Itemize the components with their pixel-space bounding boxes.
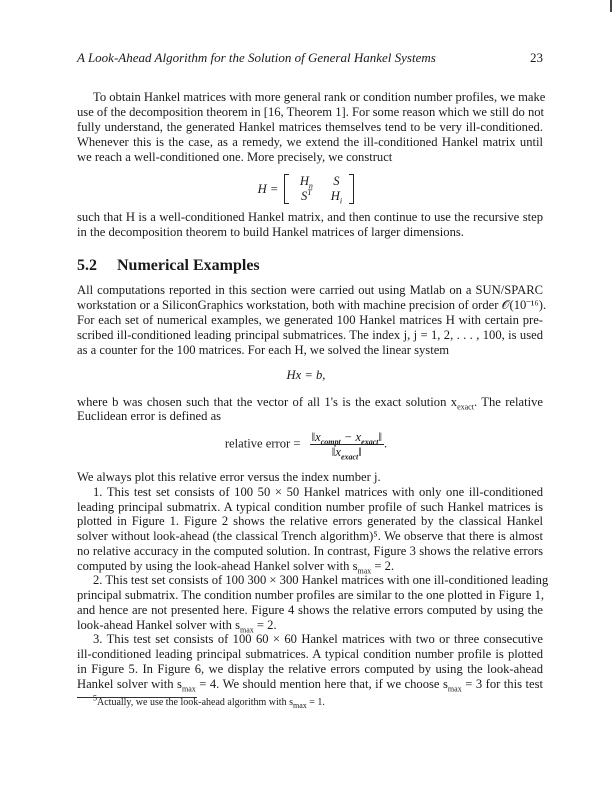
text-segment: look-ahead Hankel solver with s [77,618,240,632]
subscript: exact [361,437,379,447]
matrix-equation [0,174,612,204]
text-line: we reach a well-conditioned one. More precisely, we construct [77,150,393,164]
relative-error-equation [0,430,612,462]
text-line: use of the decomposition theorem in [16, Theorem 1]. For some reason which we still do not [77,105,545,119]
fraction [310,430,384,462]
section-number: 5.2 [77,257,97,274]
text-segment: . [384,436,388,451]
text-segment: ‖x [331,445,341,459]
running-title: A Look-Ahead Algorithm for the Solution of General Hankel Systems [77,50,436,65]
text-segment: computed by using the look-ahead Hankel solver with s [77,559,358,573]
subscript: max [181,684,196,694]
text-line: 1. This test set consists of 100 50 × 50 Hankel matrices with only one ill-conditioned [93,485,543,499]
text-line: Whenever this is the case, as a remedy, we extend the ill-conditioned Hankel matrix until [77,135,543,149]
text-segment: = 1. [306,697,325,708]
text-line: ill-conditioned leading principal submatrices. A typical condition number profile is plotted [77,647,543,661]
equation-lhs: relative error = [224,436,301,451]
footnote-mark: 5 [93,693,97,703]
text-segment: ‖ [358,445,362,459]
text-segment: = 4. We should mention here that, if we choose s [195,677,448,691]
subscript: max [239,625,254,635]
text-segment: ‖ [378,430,383,444]
subscript: n [308,181,313,191]
text-line: scribed ill-conditioned leading principal submatrices. The index j, j = 1, 2, . . . , 100, is used [77,328,543,342]
text-line: in the decomposition theorem to build Hankel matrices of larger dimensions. [77,225,464,239]
text-segment: ‖x [311,430,321,444]
text-line: solver without look-ahead (the classical Trench algorithm)⁵. We observe that there is almost [77,529,543,543]
text-segment: = 3 for this test [461,677,544,691]
linear-system-equation: Hx = b, [286,368,326,382]
text-line: 2. This test set consists of 100 300 × 300 Hankel matrices with one ill-conditioned leading [93,573,549,587]
text-line [77,676,543,692]
text-line: fully understand, the generated Hankel matrices themselves tend to be very ill-conditioned. [77,120,543,134]
text-segment: . The relative [473,395,543,409]
text-line: principal submatrix. The condition number profiles are similar to the one plotted in Figure 1, [77,588,545,602]
text-line: and hence are not presented here. Figure 4 shows the relative errors computed by using the [77,603,543,617]
text-line: To obtain Hankel matrices with more general rank or condition number profiles, we make [93,90,546,104]
text-line: leading principal submatrix. A typical condition number profile of such Hankel matrices is [77,500,543,514]
text-segment: = 2. [371,559,395,573]
text-line: as a counter for the 100 matrices. For each H, we solved the linear system [77,343,450,357]
superscript: T [307,187,312,197]
text-line: All computations reported in this section were carried out using Matlab on a SUN/SPARC [77,283,543,297]
subscript: max [447,684,462,694]
matrix-entry: H [299,174,309,188]
text-segment: Actually, we use the look-ahead algorithm with s [97,697,293,708]
text-line: such that H is a well-conditioned Hankel matrix, and then continue to use the recursive step [77,210,543,224]
section-heading [77,257,260,275]
subscript: max [292,701,307,710]
matrix-entry: S [333,174,340,188]
text-segment: = 2. [253,618,277,632]
matrix-entry: S [301,189,308,203]
text-line: in Figure 5. In Figure 6, we display the relative errors computed by using the look-ahead [77,662,543,676]
text-segment: where b was chosen such that the vector of all 1's is the exact solution x [77,395,458,409]
matrix-entry: H [330,189,340,203]
page-number: 23 [530,50,543,65]
text-line: For each set of numerical examples, we generated 100 Hankel matrices H with certain pre- [77,313,543,327]
text-line: no relative accuracy in the computed solution. In contrast, Figure 3 shows the relative errors [77,544,543,558]
subscript: i [339,196,343,206]
subscript: compt [320,437,341,447]
equation-lhs: H = [257,181,279,196]
text-line: plotted in Figure 1. Figure 2 shows the relative errors generated by the classical Hankel [77,514,543,528]
text-line: We always plot this relative error versus the index number j. [77,470,381,484]
text-line: 3. This test set consists of 100 60 × 60 Hankel matrices with two or three consecutive [93,632,543,646]
subscript: exact [457,402,474,412]
subscript: exact [340,452,359,462]
text-segment: − x [340,430,362,444]
section-title: Numerical Examples [117,257,260,274]
text-segment: Hankel solver with s [77,677,182,691]
subscript: max [357,566,372,576]
text-line: Euclidean error is defined as [77,409,222,423]
footnote [93,693,325,710]
text-line: workstation or a SiliconGraphics workstation, both with machine precision of order 𝒪(10⁻¹⁶). [77,298,547,312]
